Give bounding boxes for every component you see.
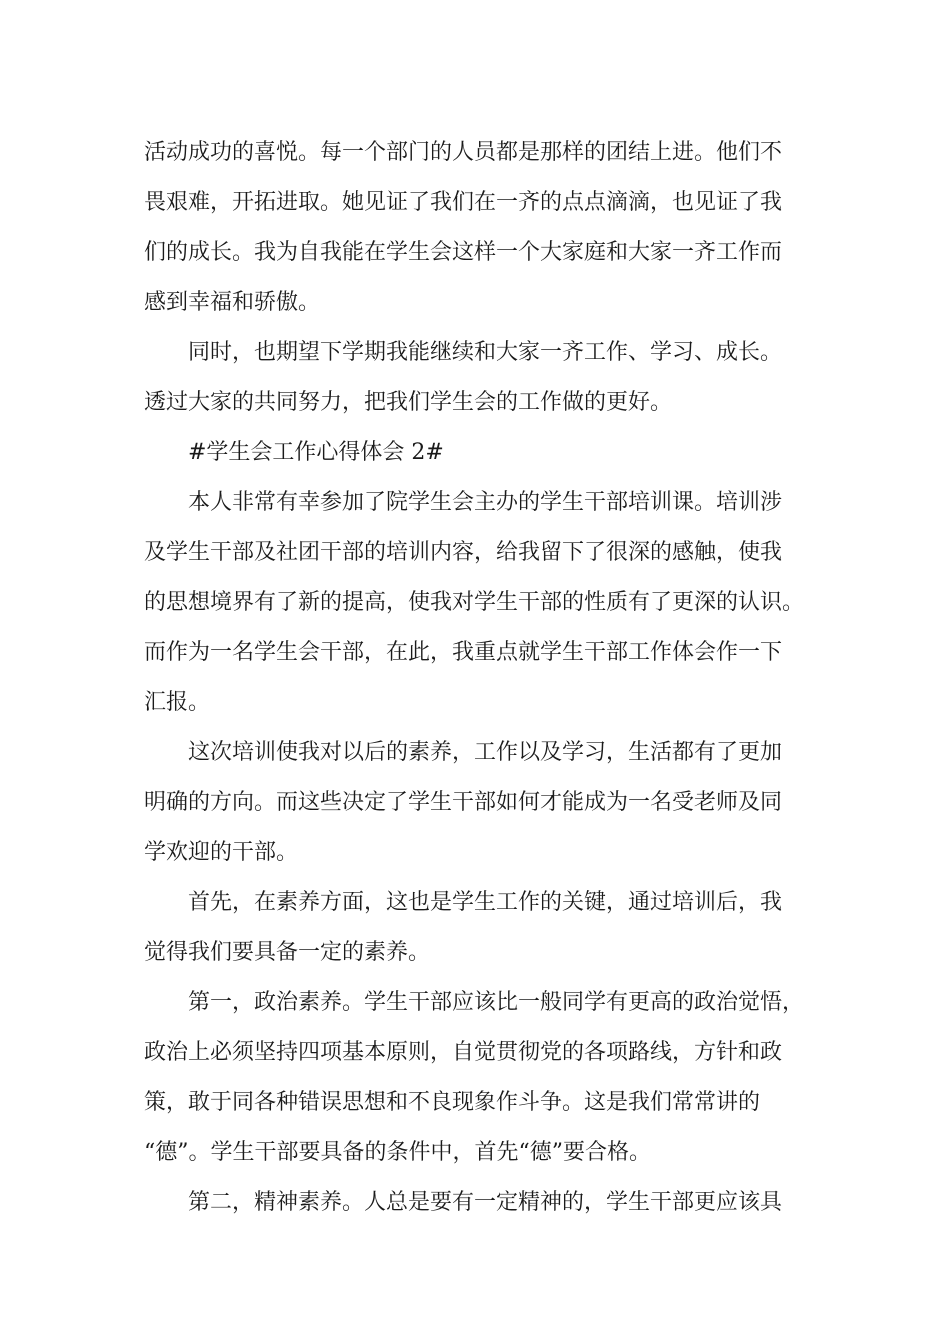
document-body (144, 128, 816, 1228)
section-heading: #学生会工作心得体会 2# (188, 440, 444, 465)
text-line: 活动成功的喜悦。每一个部门的人员都是那样的团结上进。他们不 (144, 140, 783, 165)
paragraph-start-line: 首先，在素养方面，这也是学生工作的关键，通过培训后，我 (188, 890, 783, 915)
text-line: 畏艰难，开拓进取。她见证了我们在一齐的点点滴滴，也见证了我 (144, 190, 783, 215)
text-line: 们的成长。我为自我能在学生会这样一个大家庭和大家一齐工作而 (144, 240, 783, 265)
paragraph-start-line: 这次培训使我对以后的素养，工作以及学习，生活都有了更加 (188, 740, 783, 765)
text-line: “德”。学生干部要具备的条件中，首先“德”要合格。 (144, 1140, 651, 1165)
paragraph-start-line: 第二，精神素养。人总是要有一定精神的，学生干部更应该具 (188, 1190, 783, 1215)
text-line: 汇报。 (144, 690, 211, 715)
paragraph-start-line: 第一，政治素养。学生干部应该比一般同学有更高的政治觉悟， (188, 990, 805, 1015)
paragraph-start-line: 同时，也期望下学期我能继续和大家一齐工作、学习、成长。 (188, 340, 783, 365)
text-line: 的思想境界有了新的提高，使我对学生干部的性质有了更深的认识。 (144, 590, 805, 615)
text-line: 及学生干部及社团干部的培训内容，给我留下了很深的感触，使我 (144, 540, 783, 565)
text-line: 而作为一名学生会干部，在此，我重点就学生干部工作体会作一下 (144, 640, 783, 665)
text-line: 政治上必须坚持四项基本原则，自觉贯彻党的各项路线，方针和政 (144, 1040, 783, 1065)
text-line: 透过大家的共同努力，把我们学生会的工作做的更好。 (144, 390, 673, 415)
paragraph-start-line: 本人非常有幸参加了院学生会主办的学生干部培训课。培训涉 (188, 490, 783, 515)
text-line: 觉得我们要具备一定的素养。 (144, 940, 431, 965)
text-line: 学欢迎的干部。 (144, 840, 299, 865)
text-line: 策，敢于同各种错误思想和不良现象作斗争。这是我们常常讲的 (144, 1090, 761, 1115)
text-line: 感到幸福和骄傲。 (144, 290, 321, 315)
text-line: 明确的方向。而这些决定了学生干部如何才能成为一名受老师及同 (144, 790, 783, 815)
